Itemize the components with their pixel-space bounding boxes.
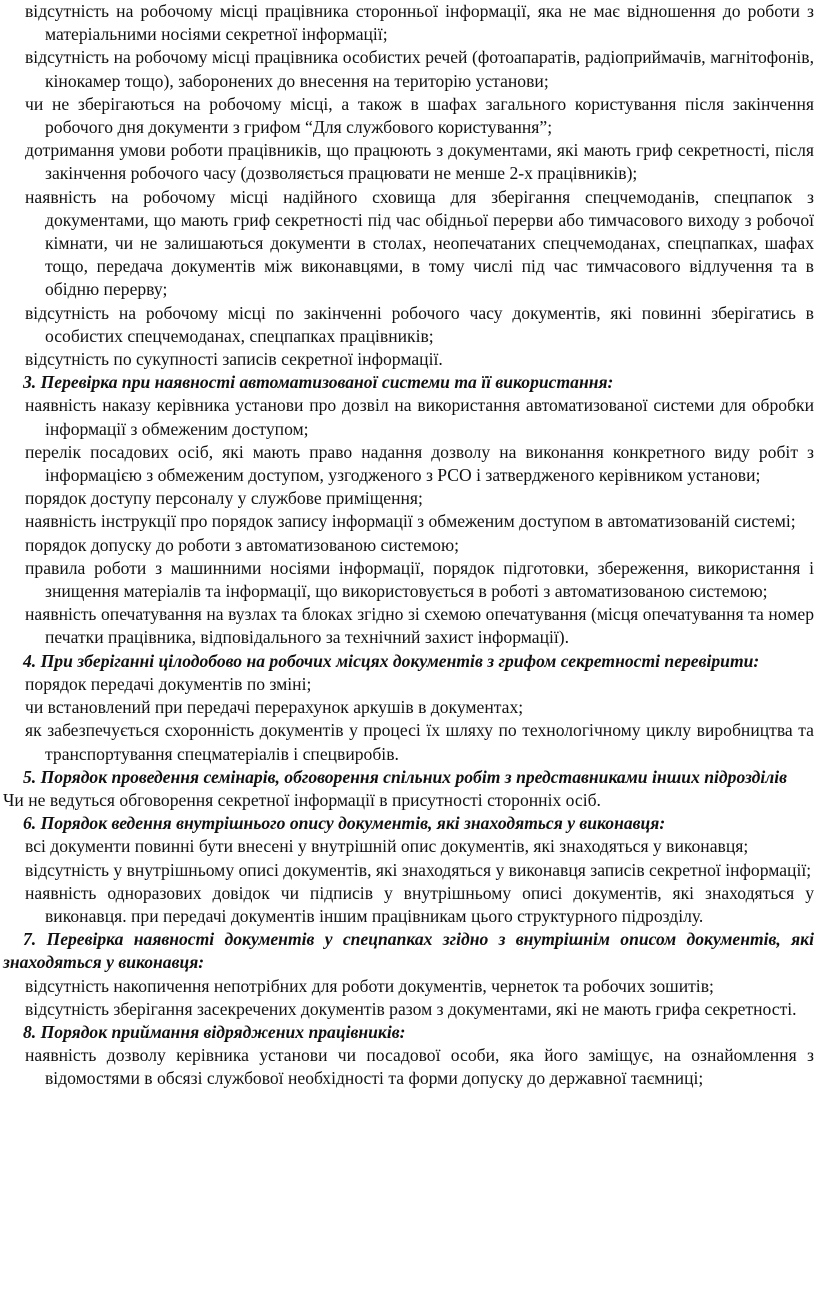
- list-item: дотримання умови роботи працівників, що працюють з документами, які мають гриф секретності, після закінчення робочого часу (дозволяється працювати не менше 2-х працівників);: [25, 140, 814, 184]
- list-item: відсутність накопичення непотрібних для роботи документів, чернеток та робочих зошитів;: [25, 975, 714, 996]
- list-item: наявність дозволу керівника установи чи посадової особи, яка його заміщує, на ознайомлення з відомостями в обсязі службової необхідності та форми допуску до державної таємниці;: [25, 1045, 814, 1089]
- list-item: відсутність у внутрішньому описі документів, які знаходяться у виконавця записів секретної інформації;: [25, 859, 812, 880]
- list-item: всі документи повинні бути внесені у внутрішній опис документів, які знаходяться у виконавця;: [25, 836, 749, 857]
- list-item: відсутність на робочому місці по закінченні робочого часу документів, які повинні зберігатись в особистих спецчемоданах, спецпапках працівників;: [25, 302, 814, 346]
- list-item: чи не зберігаються на робочому місці, а також в шафах загального користування після закінчення робочого дня документи з грифом “Для службового користування”;: [25, 93, 814, 138]
- list-item: наявність опечатування на вузлах та блоках згідно зі схемою опечатування (місця опечатування та номер печатки працівника, відповідального за технічний захист інформації).: [25, 604, 814, 648]
- list-item: правила роботи з машинними носіями інформації, порядок підготовки, збереження, використання і знищення матеріалів та інформації, що використовується в роботі з автоматизованою системою;: [25, 557, 814, 602]
- section-heading: 3. Перевірка при наявності автоматизованої системи та її використання:: [23, 372, 614, 393]
- list-item: порядок передачі документів по зміні;: [25, 673, 312, 694]
- paragraph: Чи не ведуться обговорення секретної інформації в присутності сторонніх осіб.: [3, 789, 601, 810]
- list-item: наявність інструкції про порядок запису інформації з обмеженим доступом в автоматизованій системі;: [25, 511, 796, 532]
- section-heading: 6. Порядок ведення внутрішнього опису документів, які знаходяться у виконавця:: [23, 813, 666, 834]
- list-item: відсутність на робочому місці працівника особистих речей (фотоапаратів, радіоприймачів, магнітофонів, кінокамер тощо), заборонених до внесення на територію установи;: [25, 47, 814, 91]
- list-item: відсутність зберігання засекречених документів разом з документами, які не мають грифа секретності.: [25, 998, 797, 1019]
- list-item: порядок доступу персоналу у службове приміщення;: [25, 488, 423, 509]
- list-item: відсутність по сукупності записів секретної інформації.: [25, 349, 443, 370]
- list-item: відсутність на робочому місці працівника сторонньої інформації, яка не має відношення до роботи з матеріальними носіями секретної інформації;: [25, 1, 814, 45]
- section-heading: 5. Порядок проведення семінарів, обговорення спільних робіт з представниками інших підрозділів: [23, 766, 788, 787]
- list-item: порядок допуску до роботи з автоматизованою системою;: [25, 534, 460, 555]
- section-heading: 8. Порядок приймання відряджених працівників:: [23, 1021, 406, 1042]
- list-item: як забезпечується схоронність документів у процесі їх шляху по технологічному циклу виробництва та транспортування спецматеріалів і спецвиробів.: [25, 720, 814, 764]
- list-item: наявність на робочому місці надійного сховища для зберігання спецчемоданів, спецпапок з документами, що мають гриф секретності під час обідньої перерви або тимчасового виходу з робочої кімнати, чи не залишаються документи в столах, неопечатаних спецчемоданах, спецпапках, шафах тощо, передача документів між виконавцями, в тому числі під час тимчасового відлучення та в обідню перерву;: [25, 186, 814, 300]
- list-item: наявність наказу керівника установи про дозвіл на використання автоматизованої системи для обробки інформації з обмеженим доступом;: [25, 395, 814, 439]
- list-item: перелік посадових осіб, які мають право надання дозволу на виконання конкретного виду робіт з інформацією з обмеженим доступом, узгодженого з РСО і затвердженого керівником установи;: [25, 441, 814, 486]
- list-item: наявність одноразових довідок чи підписів у внутрішньому описі документів, які знаходяться у виконавця. при передачі документів іншим працівникам цього структурного підрозділу.: [25, 882, 814, 926]
- list-item: чи встановлений при передачі перерахунок аркушів в документах;: [25, 697, 524, 718]
- section-heading: 7. Перевірка наявності документів у спецпапках згідно з внутрішнім описом документів, які знаходяться у виконавця:: [3, 929, 814, 973]
- section-heading: 4. При зберіганні цілодобово на робочих місцях документів з грифом секретності перевірити:: [23, 650, 760, 671]
